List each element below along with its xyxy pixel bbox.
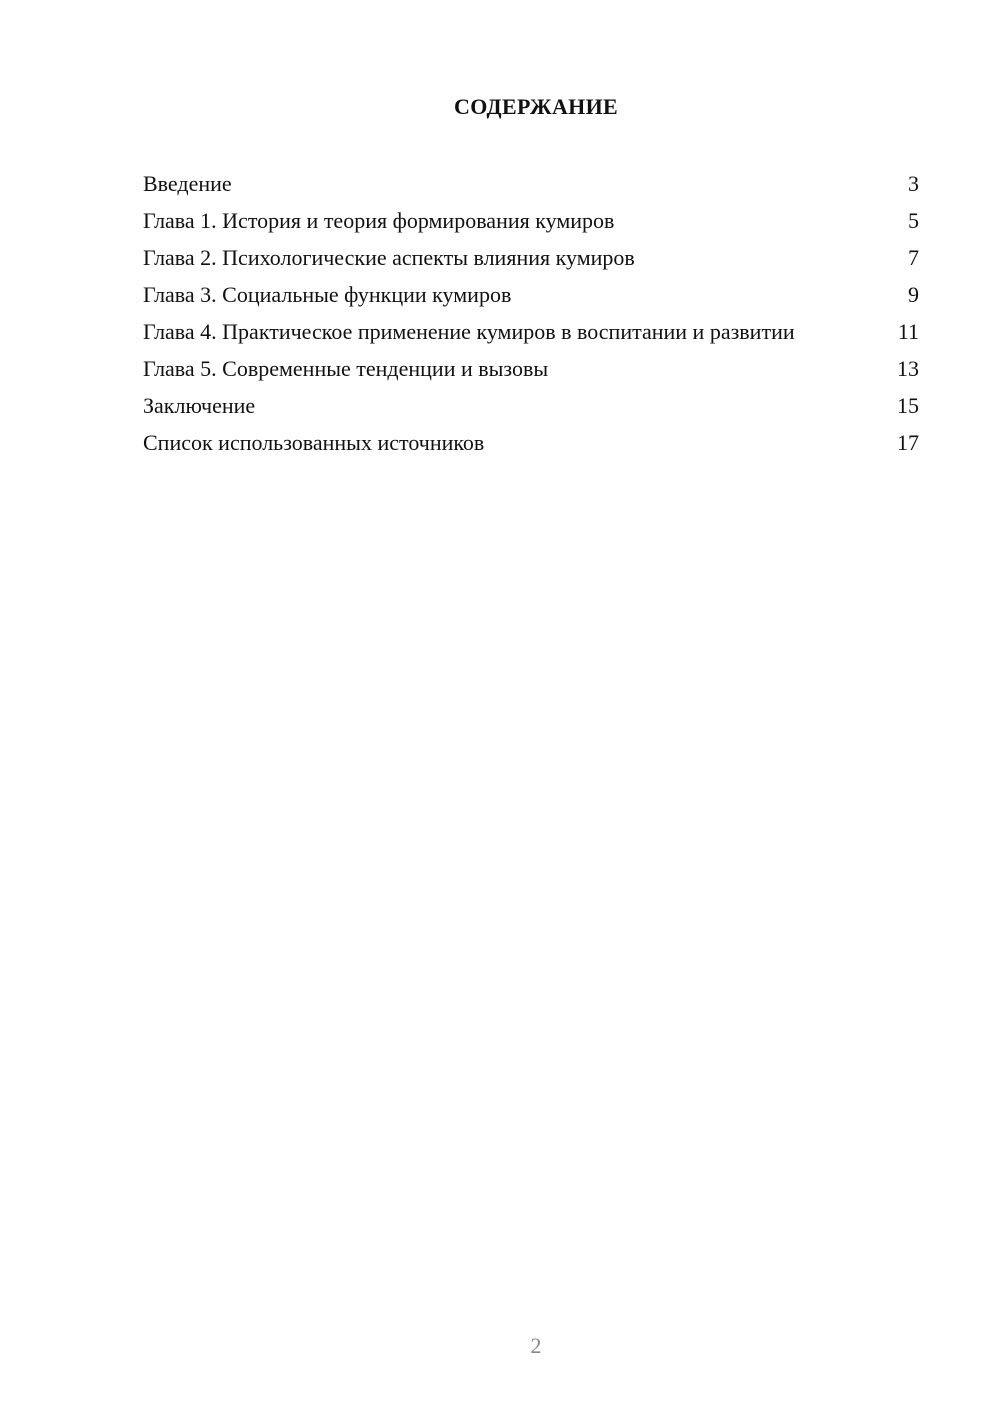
toc-entry-chapter-3 — [143, 281, 919, 308]
toc-entry-page: 3 — [908, 171, 919, 196]
page-title: СОДЕРЖАНИЕ — [454, 94, 618, 119]
toc-entry-page: 13 — [897, 356, 919, 381]
toc-entry-page: 15 — [897, 393, 919, 418]
toc-entry-page: 9 — [908, 282, 919, 307]
toc-entry-title: Список использованных источников — [143, 430, 485, 455]
toc-entry-chapter-1 — [143, 207, 919, 234]
toc-entry-title: Глава 5. Современные тенденции и вызовы — [143, 356, 549, 381]
toc-entry-title: Глава 3. Социальные функции кумиров — [143, 282, 512, 307]
page-number: 2 — [530, 1333, 542, 1358]
table-of-contents — [143, 170, 919, 466]
toc-entry-chapter-2 — [143, 244, 919, 271]
toc-entry-conclusion — [143, 392, 919, 419]
toc-entry-chapter-4 — [143, 318, 919, 345]
toc-entry-page: 11 — [897, 319, 919, 344]
toc-entry-introduction — [143, 170, 919, 197]
toc-entry-title: Введение — [143, 171, 232, 196]
toc-entry-title: Заключение — [143, 393, 256, 418]
toc-entry-title: Глава 2. Психологические аспекты влияния кумиров — [143, 245, 635, 270]
toc-entry-page: 5 — [908, 208, 919, 233]
toc-entry-title: Глава 1. История и теория формирования кумиров — [143, 208, 615, 233]
toc-entry-chapter-5 — [143, 355, 919, 382]
toc-entry-page: 7 — [908, 245, 919, 270]
toc-entry-title: Глава 4. Практическое применение кумиров в воспитании и развитии — [143, 319, 795, 344]
toc-entry-references — [143, 429, 919, 456]
toc-entry-page: 17 — [897, 430, 919, 455]
